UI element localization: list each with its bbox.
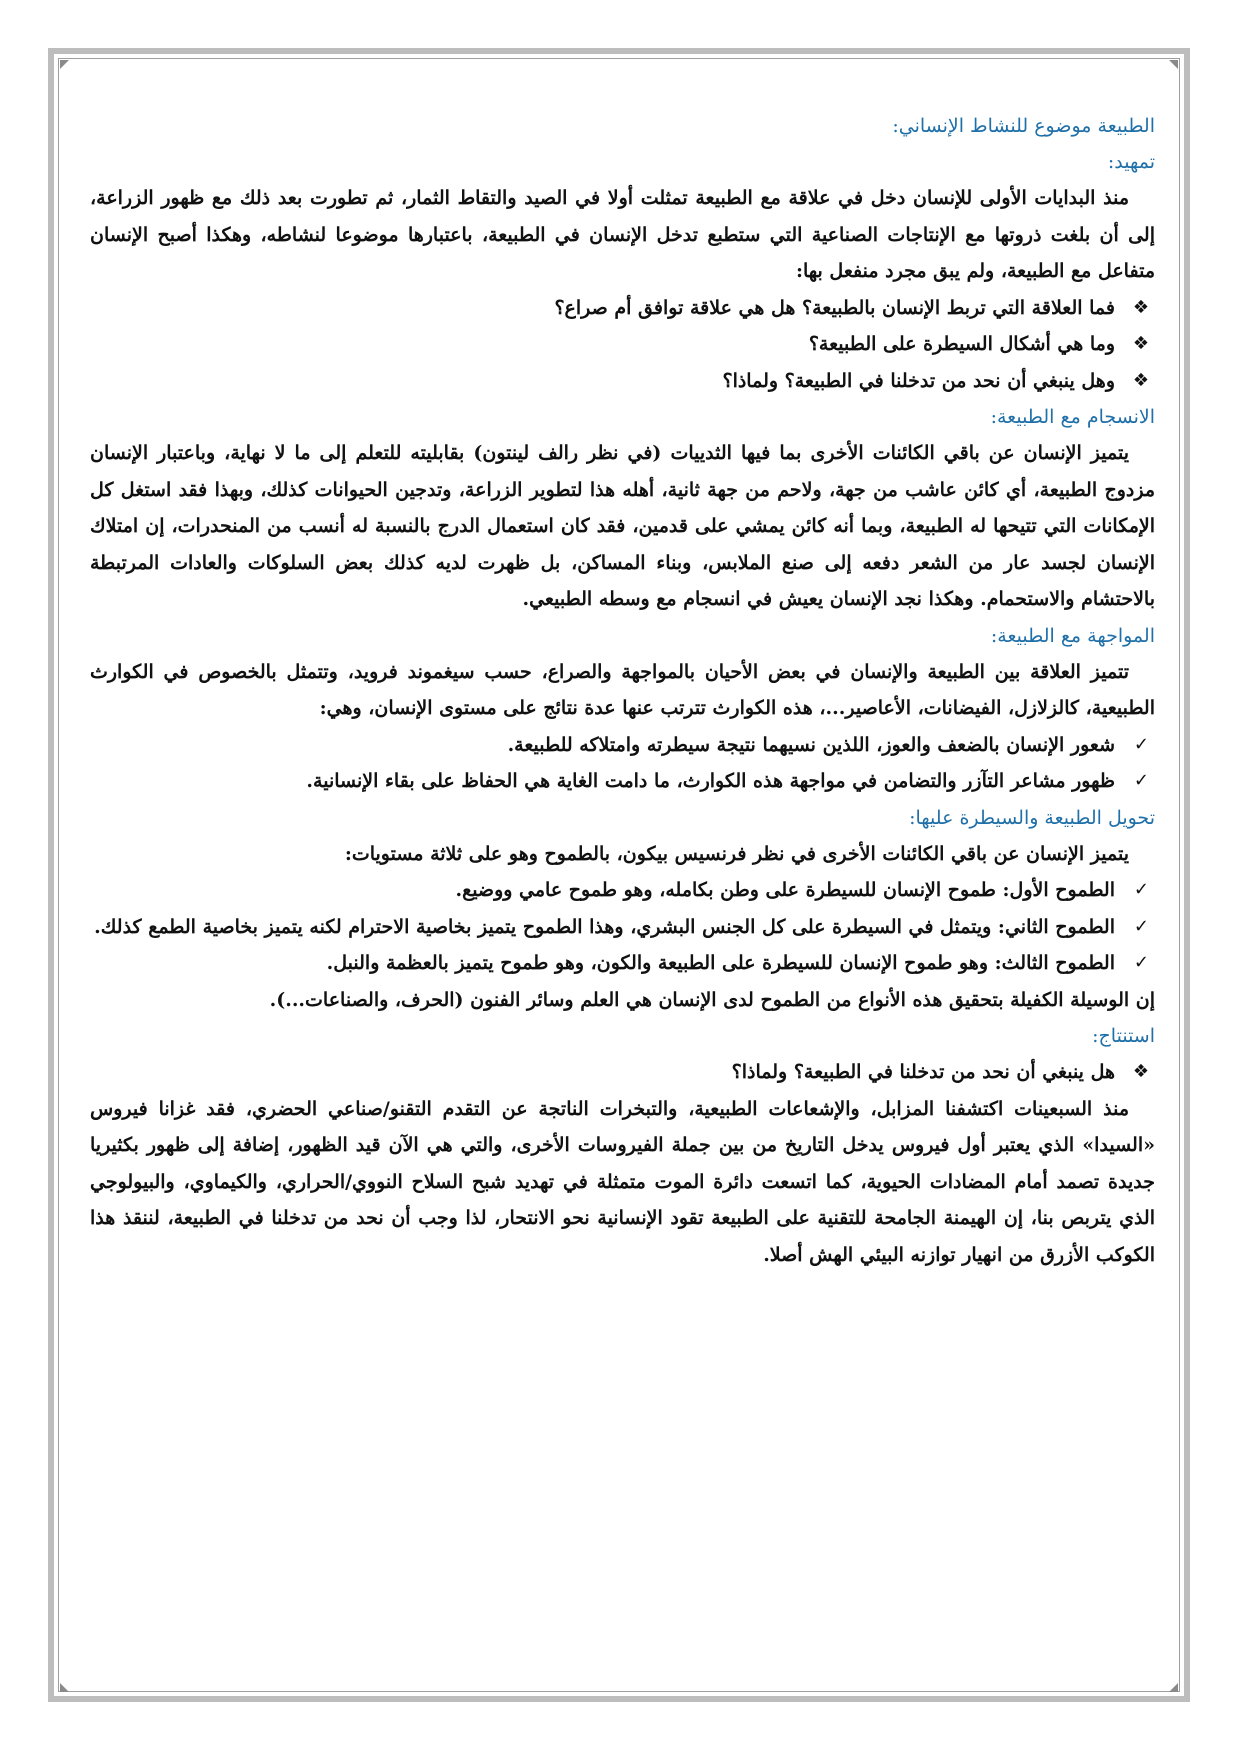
- check-bullet-icon: ✓: [1133, 733, 1149, 755]
- diamond-bullet-icon: ❖: [1132, 369, 1149, 391]
- list-item: [90, 872, 1155, 909]
- intro-questions-list: [90, 290, 1155, 400]
- ambition-levels-list: [90, 872, 1155, 982]
- section-title-confrontation: المواجهة مع الطبيعة:: [990, 624, 1155, 647]
- harmony-paragraph: يتميز الإنسان عن باقي الكائنات الأخرى بما فيها الثدييات (في نظر رالف لينتون) بقابليته للتعلم إلى ما لا نهاية، وباعتبار الإنسان مزدوج الطبيعة، أي كائن عاشب من جهة، ولاحم من جهة ثانية، أهله هذا لتطوير الزراعة، وتدجين الحيوانات كذلك، وبهذا فقد استغل كل الإمكانات التي تتيحها له الطبيعة، وبما أنه كائن يمشي على قدمين، فقد كان استعمال الدرج بالنسبة له أنسب من المنحدرات، إن امتلاك الإنسان لجسد عار من الشعر دفعه إلى صنع الملابس، وبناء المساكن، بل ظهرت لديه كذلك بعض السلوكات والعادات المرتبطة بالاحتشام والاستحمام. وهكذا نجد الإنسان يعيش في انسجام مع وسطه الطبيعي.: [90, 442, 1155, 610]
- check-bullet-icon: ✓: [1133, 770, 1149, 791]
- diamond-bullet-icon: ❖: [1132, 296, 1149, 318]
- list-item-text: وهل ينبغي أن نحد من تدخلنا في الطبيعة؟ ولماذا؟: [722, 369, 1115, 392]
- confrontation-results-list: [90, 727, 1155, 800]
- list-item: [90, 727, 1155, 764]
- section-title-domination: تحويل الطبيعة والسيطرة عليها:: [909, 806, 1155, 829]
- domination-closing-line: إن الوسيلة الكفيلة بتحقيق هذه الأنواع من الطموح لدى الإنسان هي العلم وسائر الفنون (الحرف، والصناعات...).: [269, 988, 1155, 1011]
- check-bullet-icon: ✓: [1133, 952, 1149, 973]
- list-item: [90, 945, 1155, 982]
- section-title-intro: تمهيد:: [1107, 151, 1155, 173]
- list-item-text: شعور الإنسان بالضعف والعوز، اللذين نسيهما نتيجة سيطرته وامتلاكه للطبيعة.: [507, 733, 1115, 756]
- diamond-bullet-icon: ❖: [1132, 1061, 1149, 1082]
- section-title-main: الطبيعة موضوع للنشاط الإنساني:: [892, 115, 1155, 137]
- list-item-text: وما هي أشكال السيطرة على الطبيعة؟: [808, 333, 1115, 355]
- intro-paragraph: منذ البدايات الأولى للإنسان دخل في علاقة مع الطبيعة تمثلت أولا في الصيد والتقاط الثمار، ثم تطورت بعد ذلك مع ظهور الزراعة، إلى أن بلغت ذروتها مع الإنتاجات الصناعية التي ستطبع تدخل الإنسان في الطبيعة، باعتبارها موضوعا لنشاطه، وهكذا أصبح الإنسان متفاعل مع الطبيعة، ولم يبق مجرد منفعل بها:: [90, 187, 1155, 282]
- check-bullet-icon: ✓: [1133, 879, 1149, 900]
- conclusion-paragraph: منذ السبعينات اكتشفنا المزابل، والإشعاعات الطبيعية، والتبخرات الناتجة عن التقدم التقنو/صناعي الحضري، فقد غزانا فيروس «السيدا» الذي يعتبر أول فيروس يدخل التاريخ من بين جملة الفيروسات الأخرى، والتي هي الآن قيد الظهور، إضافة إلى ظهور بكثيريا جديدة تصمد أمام المضادات الحيوية، كما اتسعت دائرة الموت متمثلة في تهديد شبح السلاح النووي/الحراري، والكيماوي، والبيولوجي الذي يتربص بنا، إن الهيمنة الجامحة للتقنية على الطبيعة تقود الإنسانية نحو الانتحار، لذا وجب أن نحد من تدخلنا في الطبيعة، لننقذ هذا الكوكب الأزرق من انهيار توازنه البيئي الهش أصلا.: [90, 1097, 1155, 1266]
- list-item-text: الطموح الأول: طموح الإنسان للسيطرة على وطن بكامله، وهو طموح عامي ووضيع.: [455, 879, 1115, 901]
- list-item: [90, 763, 1155, 800]
- list-item: [90, 1054, 1155, 1091]
- document-body: [90, 108, 1155, 1273]
- domination-paragraph: يتميز الإنسان عن باقي الكائنات الأخرى في نظر فرنسيس بيكون، بالطموح وهو على ثلاثة مستويات:: [344, 842, 1129, 865]
- corner-ornament-bottom-left: [60, 1683, 69, 1692]
- list-item: [90, 363, 1155, 400]
- list-item: [90, 326, 1155, 363]
- list-item: [90, 909, 1155, 946]
- list-item: [90, 290, 1155, 327]
- section-title-conclusion: استنتاج:: [1092, 1025, 1155, 1047]
- confrontation-paragraph: تتميز العلاقة بين الطبيعة والإنسان في بعض الأحيان بالمواجهة والصراع، حسب سيغموند فرويد، وتتمثل بالخصوص في الكوارث الطبيعية، كالزلازل، الفيضانات، الأعاصير...، هذه الكوارث تترتب عنها عدة نتائج على مستوى الإنسان، وهي:: [90, 660, 1155, 719]
- section-title-harmony: الانسجام مع الطبيعة:: [990, 406, 1155, 428]
- corner-ornament-top-right: [1169, 60, 1178, 69]
- list-item-text: الطموح الثاني: ويتمثل في السيطرة على كل الجنس البشري، وهذا الطموح يتميز بخاصية الاحترام لكنه يتميز بخاصية الطمع كذلك.: [94, 915, 1115, 938]
- diamond-bullet-icon: ❖: [1132, 333, 1149, 354]
- list-item-text: هل ينبغي أن نحد من تدخلنا في الطبيعة؟ ولماذا؟: [731, 1061, 1115, 1083]
- list-item-text: ظهور مشاعر التآزر والتضامن في مواجهة هذه الكوارث، ما دامت الغاية هي الحفاظ على بقاء الإنسانية.: [306, 770, 1115, 792]
- list-item-text: فما العلاقة التي تربط الإنسان بالطبيعة؟ هل هي علاقة توافق أم صراع؟: [554, 296, 1115, 319]
- list-item-text: الطموح الثالث: وهو طموح الإنسان للسيطرة على الطبيعة والكون، وهو طموح يتميز بالعظمة والنبل.: [326, 952, 1115, 974]
- check-bullet-icon: ✓: [1133, 915, 1149, 937]
- conclusion-question-list: [90, 1054, 1155, 1091]
- corner-ornament-top-left: [60, 60, 69, 69]
- corner-ornament-bottom-right: [1169, 1683, 1178, 1692]
